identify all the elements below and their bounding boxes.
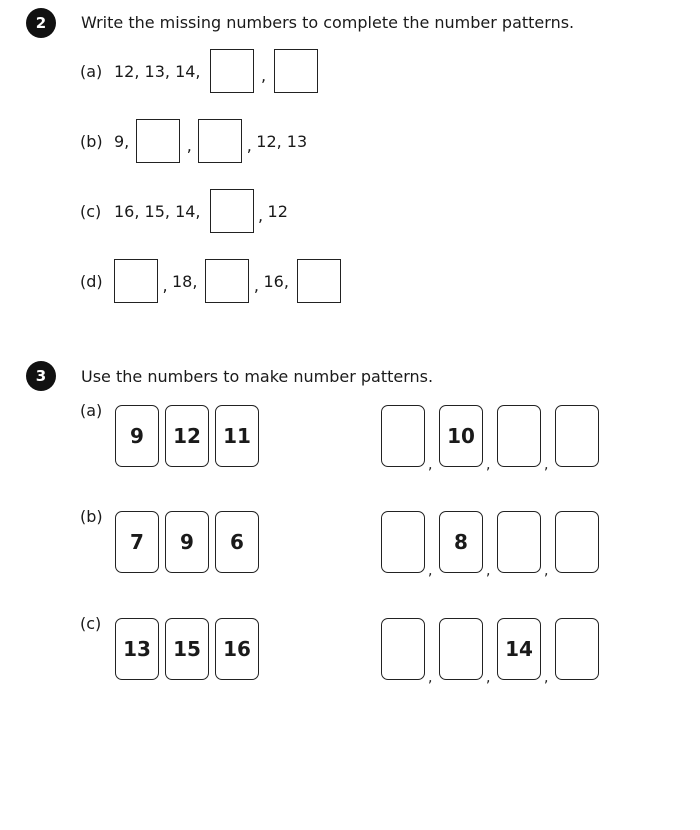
- number-card: 9: [165, 511, 209, 573]
- q2-item-d-blank-1[interactable]: [114, 259, 158, 303]
- q3-item-b-answer-cards: [381, 511, 599, 579]
- number-card: 15: [165, 618, 209, 680]
- answer-card-2[interactable]: [439, 618, 483, 680]
- number-card: 6: [215, 511, 259, 573]
- q3-item-c-given-cards: [115, 618, 259, 680]
- q2-item-b-comma-2: ,: [246, 135, 252, 155]
- q3-item-b-given-cards: [115, 511, 259, 573]
- q2-item-d-blank-2[interactable]: [205, 259, 249, 303]
- question-2-number: 2: [26, 8, 56, 38]
- answer-comma: ,: [428, 563, 433, 579]
- q2-item-a-comma: ,: [260, 65, 267, 85]
- answer-comma: ,: [544, 670, 549, 686]
- q2-item-c-given-end: 12: [267, 201, 288, 221]
- answer-card-2[interactable]: 10: [439, 405, 483, 467]
- q2-item-b-label: (b): [80, 131, 103, 151]
- q2-item-b-given-end: 12, 13: [256, 131, 308, 151]
- question-3-number: 3: [26, 361, 56, 391]
- q2-item-d-given-end: 16,: [263, 271, 289, 291]
- answer-card-3[interactable]: 14: [497, 618, 541, 680]
- q2-item-b-given: 9,: [114, 131, 130, 151]
- q2-item-d-given-mid: 18,: [172, 271, 198, 291]
- q3-item-c-answer-cards: [381, 618, 599, 686]
- q2-item-a-given: 12, 13, 14,: [114, 61, 201, 81]
- q2-item-b: [80, 118, 307, 164]
- q2-item-c-blank-1[interactable]: [210, 189, 254, 233]
- number-card: 7: [115, 511, 159, 573]
- q2-item-d-comma: ,: [162, 275, 168, 295]
- answer-card-3[interactable]: [497, 511, 541, 573]
- q3-item-a-label: (a): [80, 401, 103, 420]
- q2-item-d-comma-2: ,: [253, 275, 259, 295]
- answer-card-3[interactable]: [497, 405, 541, 467]
- answer-card-1[interactable]: [381, 405, 425, 467]
- q2-item-b-blank-1[interactable]: [136, 119, 180, 163]
- q2-item-d: [80, 258, 341, 304]
- answer-comma: ,: [486, 457, 491, 473]
- question-3-instruction: Use the numbers to make number patterns.: [81, 367, 434, 386]
- q2-item-d-label: (d): [80, 271, 103, 291]
- answer-card-4[interactable]: [555, 405, 599, 467]
- q3-item-a-answer-cards: [381, 405, 599, 473]
- number-card: 13: [115, 618, 159, 680]
- q2-item-a-blank-1[interactable]: [210, 49, 254, 93]
- answer-comma: ,: [544, 563, 549, 579]
- q2-item-c-comma: ,: [257, 205, 264, 225]
- answer-comma: ,: [428, 670, 433, 686]
- q3-item-a-given-cards: [115, 405, 259, 467]
- number-card: 9: [115, 405, 159, 467]
- q3-item-b-label: (b): [80, 507, 103, 526]
- question-2-instruction: Write the missing numbers to complete the number patterns.: [81, 13, 575, 32]
- answer-card-1[interactable]: [381, 618, 425, 680]
- q2-item-b-comma: ,: [186, 135, 192, 155]
- q3-item-c-label: (c): [80, 614, 102, 633]
- answer-card-4[interactable]: [555, 511, 599, 573]
- number-card: 11: [215, 405, 259, 467]
- q2-item-c-given: 16, 15, 14,: [114, 201, 201, 221]
- q2-item-b-blank-2[interactable]: [198, 119, 242, 163]
- number-card: 12: [165, 405, 209, 467]
- answer-card-4[interactable]: [555, 618, 599, 680]
- q2-item-a: [80, 48, 318, 94]
- answer-card-2[interactable]: 8: [439, 511, 483, 573]
- answer-comma: ,: [486, 670, 491, 686]
- answer-comma: ,: [486, 563, 491, 579]
- q2-item-a-blank-2[interactable]: [274, 49, 318, 93]
- answer-comma: ,: [428, 457, 433, 473]
- answer-comma: ,: [544, 457, 549, 473]
- number-card: 16: [215, 618, 259, 680]
- q2-item-a-label: (a): [80, 61, 103, 81]
- q2-item-c: [80, 188, 288, 234]
- q2-item-c-label: (c): [80, 201, 102, 221]
- q2-item-d-blank-3[interactable]: [297, 259, 341, 303]
- answer-card-1[interactable]: [381, 511, 425, 573]
